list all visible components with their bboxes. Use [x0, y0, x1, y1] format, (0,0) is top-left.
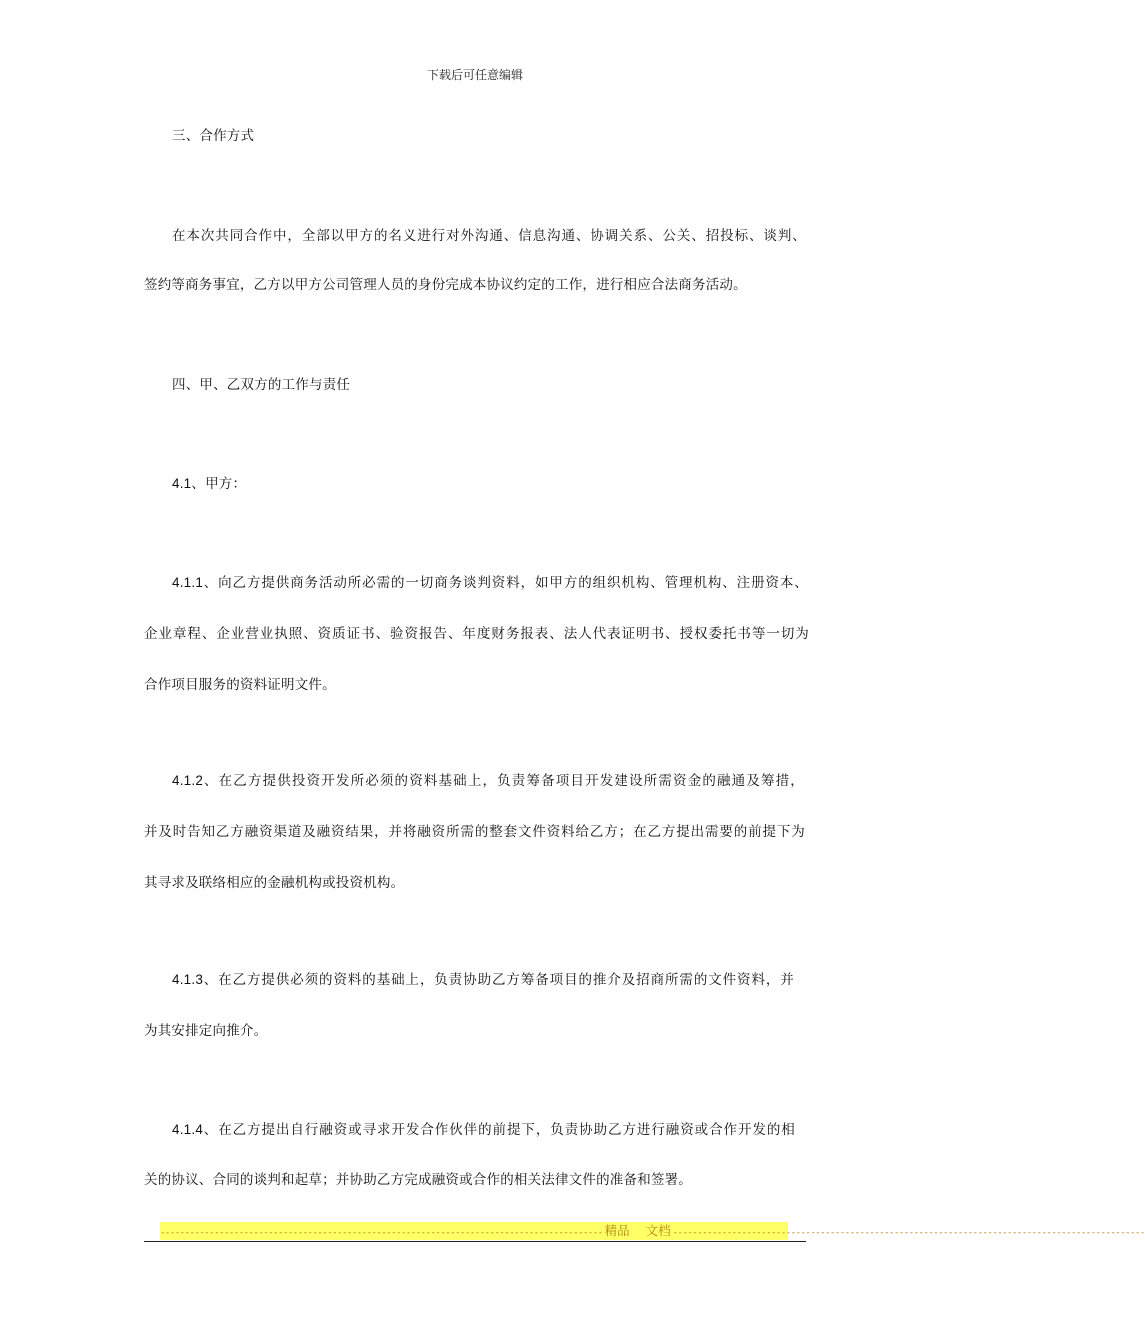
section-number: 4.1 [172, 476, 192, 491]
paragraph-text: 、在乙方提出自行融资或寻求开发合作伙伴的前提下，负责协助乙方进行融资或合作开发的相 [203, 1122, 795, 1138]
section-number: 4.1.1 [172, 575, 204, 590]
paragraph-text: 、在乙方提供必须的资料的基础上，负责协助乙方筹备项目的推介及招商所需的文件资料，并 [203, 972, 794, 988]
footer-dashes-left: ------------------------------------------------------------------------------------------ [160, 1228, 603, 1238]
section-4-1-4-line-1 [172, 1120, 795, 1140]
paragraph-text: 、向乙方提供商务活动所必需的一切商务谈判资料，如甲方的组织机构、管理机构、注册资本、 [203, 575, 808, 591]
section-4-1-1-line-3: 合作项目服务的资料证明文件。 [144, 677, 336, 693]
section-4-1-2-line-3: 其寻求及联络相应的金融机构或投资机构。 [144, 875, 405, 891]
footer-dashes-right: ------------------------------------------------------------------------------------------------ [672, 1228, 1145, 1238]
section-4-1-3-line-2: 为其安排定向推介。 [144, 1023, 268, 1039]
section-number: 4.1.3 [172, 972, 204, 987]
section-4-1-heading [172, 474, 837, 494]
section-4-1-4-line-2: 关的协议、合同的谈判和起草；并协助乙方完成融资或合作的相关法律文件的准备和签署。 [144, 1172, 692, 1188]
section-4-title: 四、甲、乙双方的工作与责任 [172, 377, 351, 393]
section-4-1-1-line-2: 企业章程、企业营业执照、资质证书、验资报告、年度财务报表、法人代表证明书、授权委托书等一切为 [144, 626, 809, 642]
section-3-paragraph-line-2: 签约等商务事宜，乙方以甲方公司管理人员的身份完成本协议约定的工作，进行相应合法商务活动。 [144, 277, 747, 293]
footer-rule [144, 1241, 806, 1242]
section-4-1-2-line-2: 并及时告知乙方融资渠道及融资结果，并将融资所需的整套文件资料给乙方；在乙方提出需要的前提下为 [144, 824, 805, 840]
section-4-1-1-line-1 [172, 573, 808, 593]
paragraph-text: 、在乙方提供投资开发所必须的资料基础上，负责筹备项目开发建设所需资金的融通及筹措， [203, 773, 804, 789]
footer-watermark-band [160, 1222, 1145, 1240]
section-3-title: 三、合作方式 [172, 128, 255, 144]
section-3-paragraph-line-1: 在本次共同合作中，全部以甲方的名义进行对外沟通、信息沟通、协调关系、公关、招投标、谈判、 [172, 228, 806, 244]
footer-mark-right: 文档 [645, 1223, 671, 1238]
section-number: 4.1.2 [172, 773, 204, 788]
section-number: 4.1.4 [172, 1122, 204, 1137]
page-header: 下载后可任意编辑 [426, 68, 523, 82]
section-4-1-2-line-1 [172, 771, 804, 791]
section-heading-text: 、甲方： [191, 476, 247, 492]
footer-mark-left: 精品 [604, 1223, 630, 1238]
section-4-1-3-line-1 [172, 970, 794, 990]
